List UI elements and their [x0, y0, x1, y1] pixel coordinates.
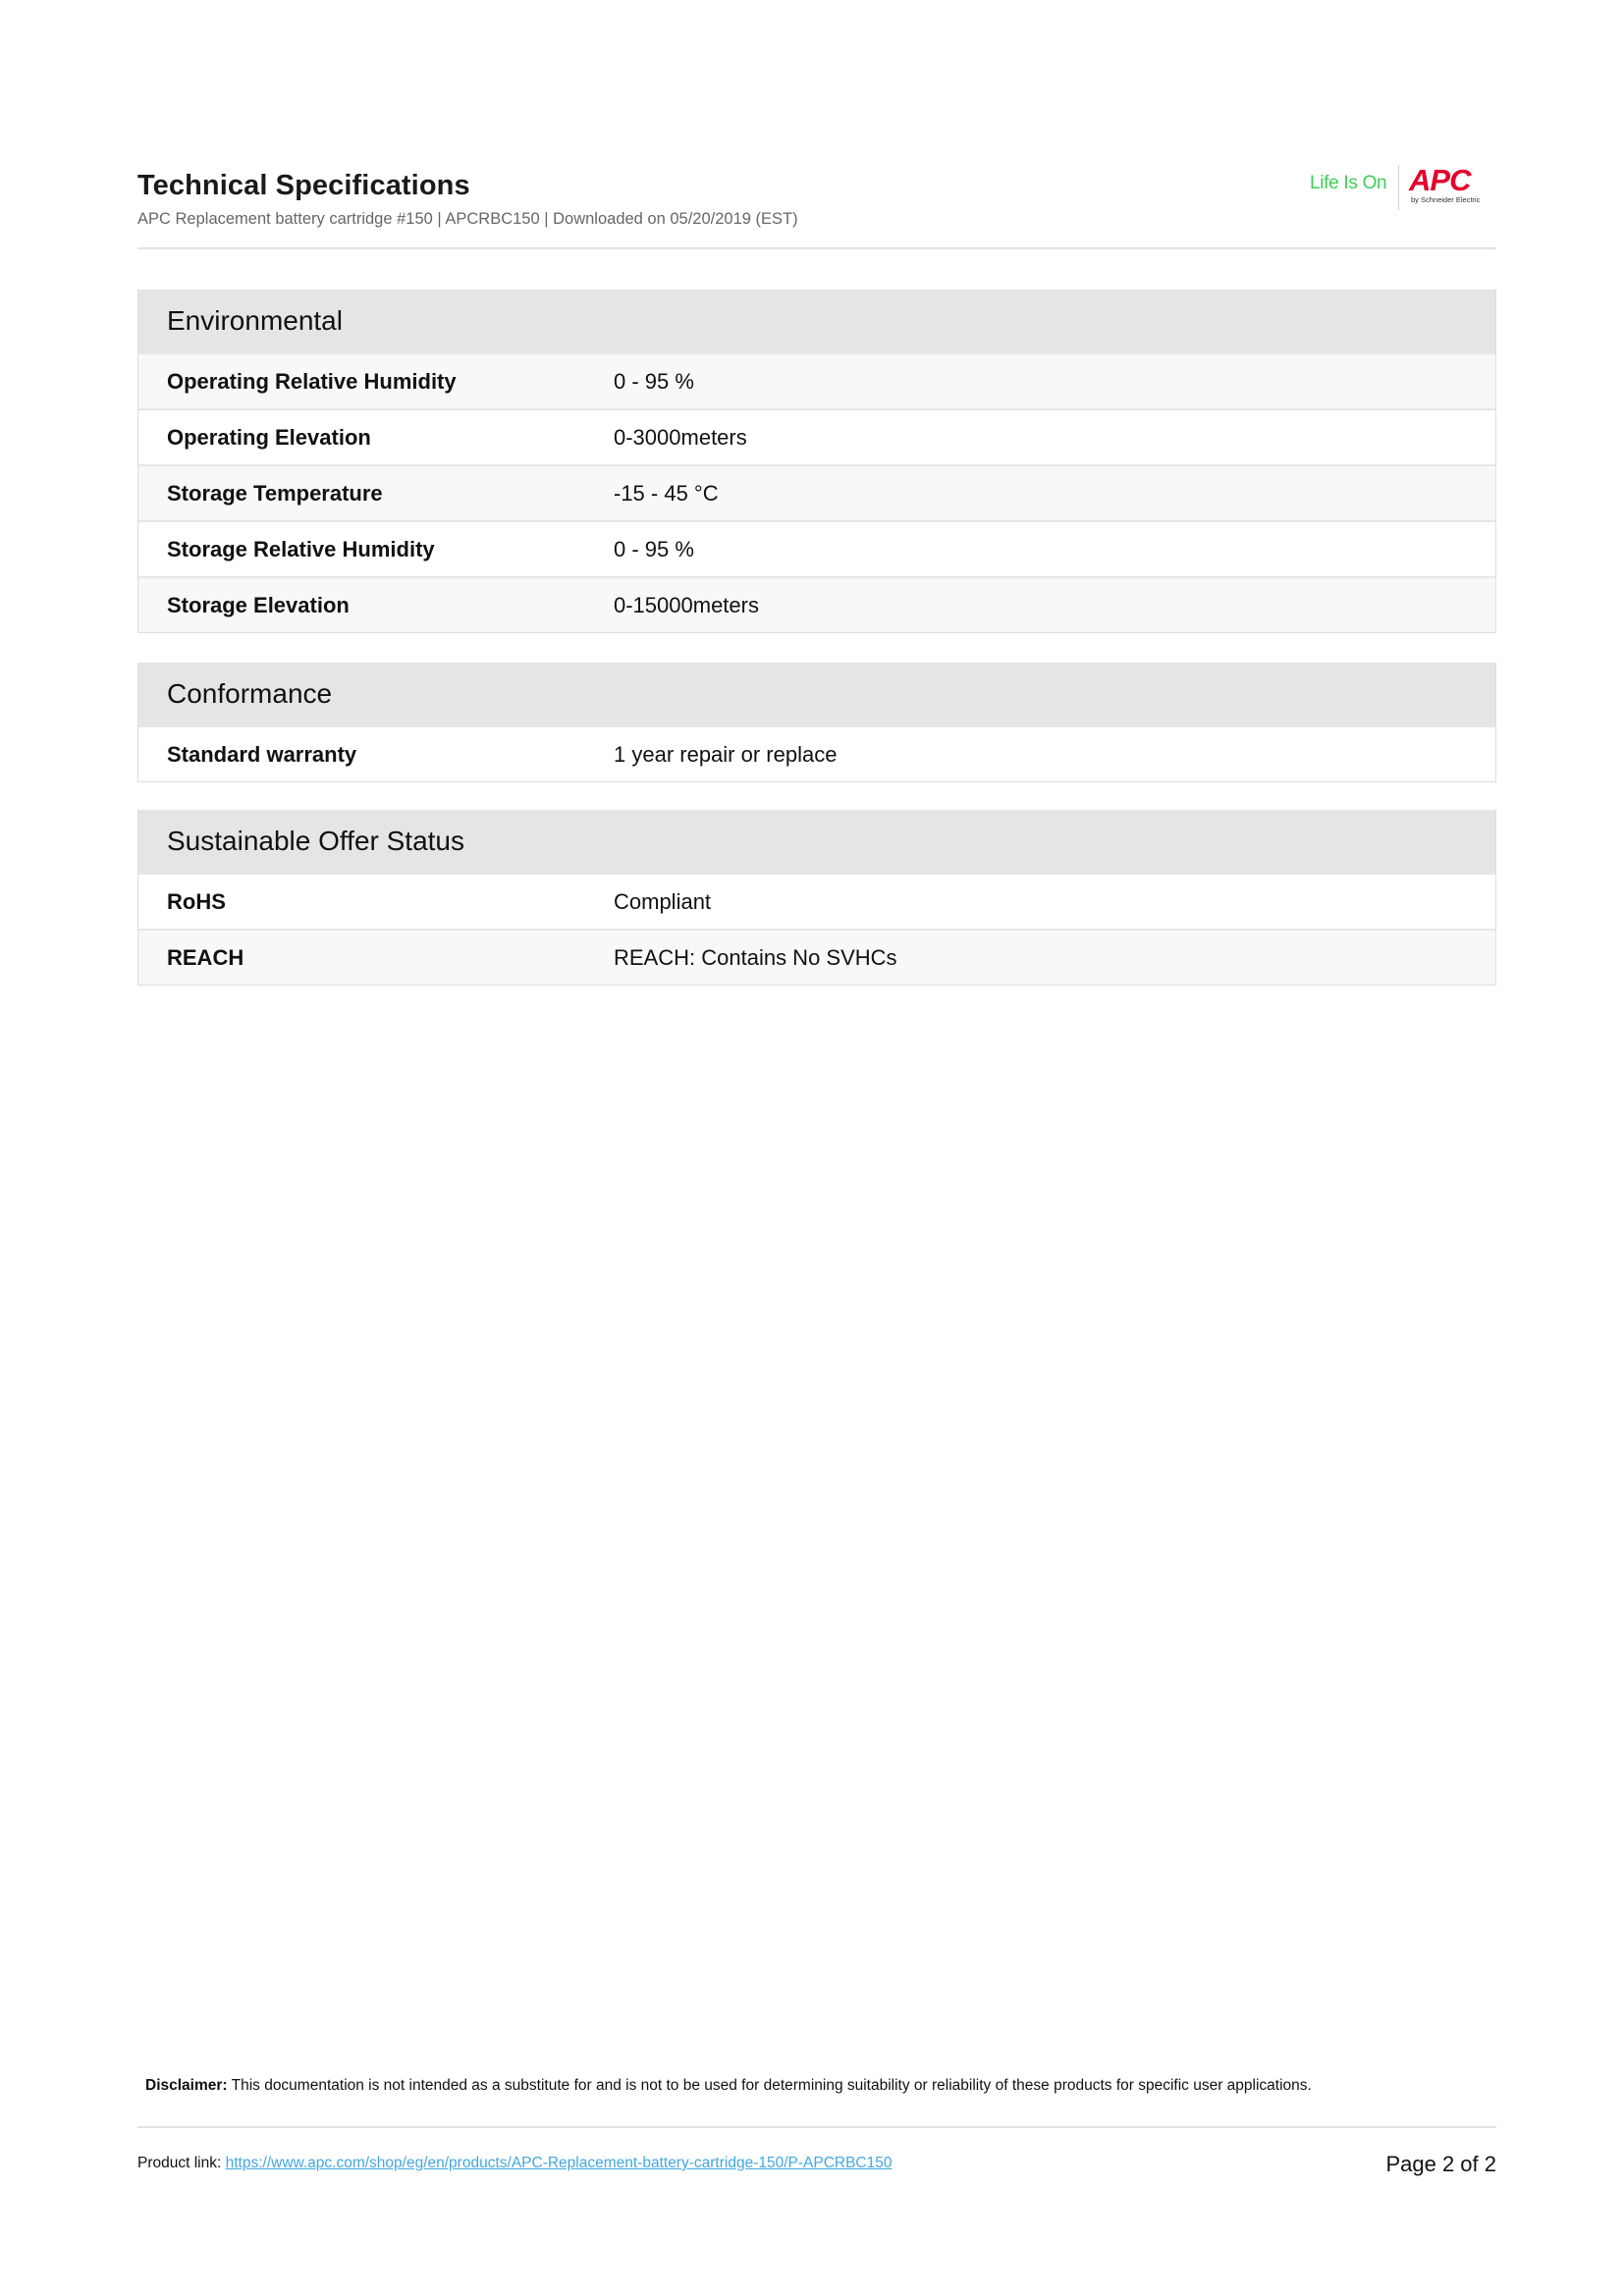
spec-row — [138, 929, 1495, 985]
product-link-label: Product link: — [137, 2155, 226, 2171]
spec-value: 0 - 95 % — [614, 537, 694, 561]
spec-row — [138, 576, 1495, 632]
spec-value: REACH: Contains No SVHCs — [614, 945, 897, 970]
spec-label: REACH — [167, 945, 244, 970]
spec-label: RoHS — [167, 889, 226, 914]
spec-label: Operating Relative Humidity — [167, 369, 457, 394]
page-subtitle: APC Replacement battery cartridge #150 | APCRBC150 | Downloaded on 05/20/2019 (EST) — [137, 210, 798, 228]
spec-value: 0 - 95 % — [614, 369, 694, 394]
logo-divider — [1398, 165, 1399, 210]
spec-label: Storage Relative Humidity — [167, 537, 435, 561]
spec-value: 0-15000meters — [614, 593, 759, 617]
footer-divider — [137, 2126, 1496, 2128]
brand-logo — [1310, 165, 1496, 212]
section-title: Sustainable Offer Status — [138, 810, 1495, 873]
disclaimer-text: This documentation is not intended as a substitute for and is not to be used for determining suitability or reliability of these products for specific user applications. — [227, 2077, 1312, 2094]
spec-label: Operating Elevation — [167, 425, 371, 450]
product-link — [137, 2155, 892, 2172]
spec-section-environmental — [137, 290, 1496, 633]
spec-row — [138, 464, 1495, 520]
product-link-url[interactable]: https://www.apc.com/shop/eg/en/products/APC-Replacement-battery-cartridge-150/P-APCRBC150 — [225, 2155, 893, 2171]
spec-section-conformance — [137, 663, 1496, 782]
spec-label: Storage Temperature — [167, 481, 383, 506]
spec-value: 0-3000meters — [614, 425, 747, 450]
schneider-electric-logo-text: by Schneider Electric — [1411, 195, 1481, 204]
spec-row — [138, 352, 1495, 408]
spec-value: -15 - 45 °C — [614, 481, 719, 506]
spec-label: Standard warranty — [167, 742, 357, 767]
section-title: Environmental — [138, 290, 1495, 352]
spec-row — [138, 520, 1495, 576]
section-title: Conformance — [138, 663, 1495, 725]
page-title: Technical Specifications — [137, 170, 470, 201]
life-is-on-logo-text: Life Is On — [1310, 173, 1387, 193]
page-number: Page 2 of 2 — [1385, 2152, 1496, 2176]
spec-value: Compliant — [614, 889, 712, 914]
spec-row — [138, 873, 1495, 929]
disclaimer-label: Disclaimer: — [145, 2077, 228, 2094]
page-header — [137, 165, 1496, 249]
disclaimer — [145, 2077, 1312, 2095]
spec-section-sustainable-offer-status — [137, 810, 1496, 986]
apc-logo-text: APC — [1409, 163, 1471, 197]
spec-label: Storage Elevation — [167, 593, 350, 617]
spec-row — [138, 408, 1495, 464]
spec-value: 1 year repair or replace — [614, 742, 838, 767]
spec-row — [138, 725, 1495, 781]
